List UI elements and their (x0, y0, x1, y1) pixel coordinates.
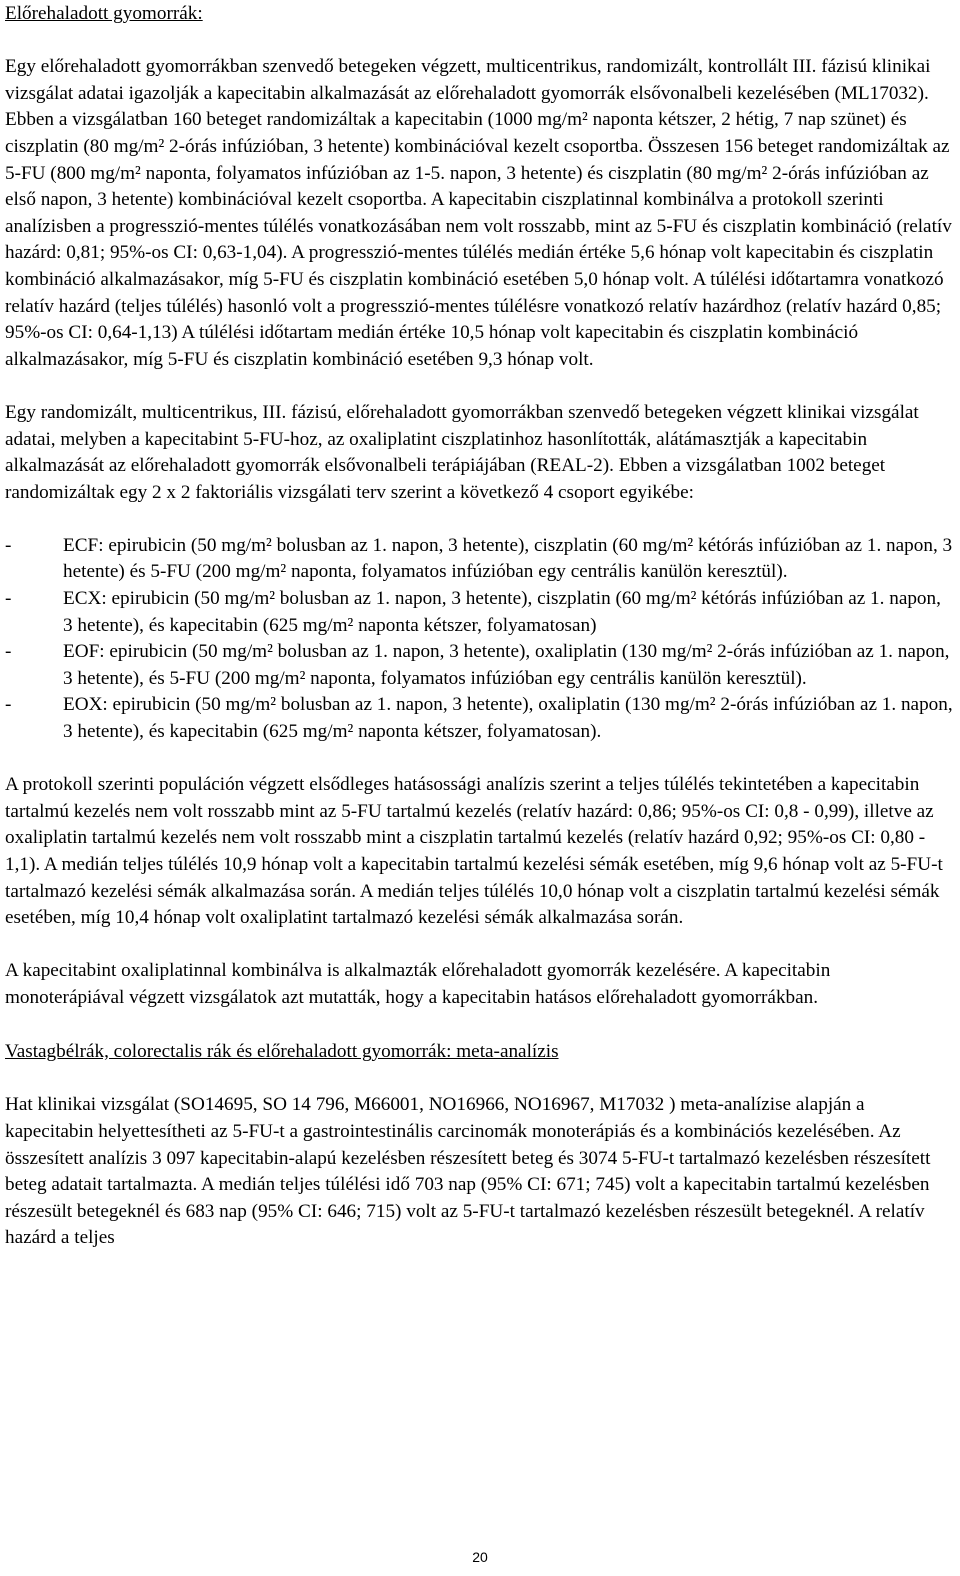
list-dash: - (5, 694, 12, 716)
list-item-text: EOF: epirubicin (50 mg/m² bolusban az 1. napon, 3 hetente), oxaliplatin (130 mg/m² 2-órás infúzióban az 1. napon, 3 hetente), és 5-FU (200 mg/m² naponta, folyamatos infúzióban egy centrális kanülön keresztül). (63, 641, 950, 689)
spacer (5, 28, 953, 55)
list-item-text: ECF: epirubicin (50 mg/m² bolusban az 1. napon, 3 hetente), ciszplatin (60 mg/m² kétórás infúzióban az 1. napon, 3 hetente) és 5-FU (200 mg/m² naponta, folyamatos infúzióban egy centrális kanülön keresztül). (63, 534, 953, 583)
spacer (5, 932, 953, 959)
list-item-ecx (5, 586, 953, 639)
paragraph-oxaliplatin: A kapecitabint oxaliplatinnal kombinálva is alkalmazták előrehaladott gyomorrák kezelésére. A kapecitabin monoterápiával végzett vizsgálatok azt mutatták, hogy a kapecitabin hatásos előrehaladott gyomorrákban. (5, 960, 831, 1008)
paragraph-survival-analysis: A protokoll szerinti populáción végzett elsődleges hatásossági analízis szerint a teljes túlélés tekintetében a kapecitabin tartalmú kezelés nem volt rosszabb mint az 5-FU tartalmú kezelés (relatív hazárd: 0,86; 95%-os CI: 0,8 - 0,99), illetve az oxaliplatin tartalmú kezelés nem volt rosszabb mint a ciszplatin tartalmú kezelés (relatív hazárd 0,92; 95%-os CI: 0,80 - 1,1). A medián teljes túlélés 10,9 hónap volt a kapecitabin tartalmú kezelési sémák esetében, míg 9,6 hónap volt az 5-FU-t tartalmazó kezelési sémák alkalmazása során. A medián teljes túlélés 10,0 hónap volt a ciszplatin tartalmú kezelési sémák esetében, míg 10,4 hónap volt oxaliplatint tartalmazó kezelési sémák alkalmazása során. (5, 774, 943, 929)
spacer (5, 1066, 953, 1093)
list-item-text: EOX: epirubicin (50 mg/m² bolusban az 1. napon, 3 hetente), oxaliplatin (130 mg/m² 2-órás infúzióban az 1. napon, 3 hetente), és kapecitabin (625 mg/m² naponta kétszer, folyamatosan). (63, 694, 953, 743)
section-heading-gastric-cancer: Előrehaladott gyomorrák: (5, 3, 203, 24)
spacer (5, 373, 953, 400)
paragraph-ml17032: Egy előrehaladott gyomorrákban szenvedő betegeken végzett, multicentrikus, randomizált, kontrollált III. fázisú klinikai vizsgálat adatai igazolják a kapecitabin alkalmazását az előrehaladott gyomorrák elsővonalbeli kezelésében (ML17032). Ebben a vizsgálatban 160 beteget randomizáltak a kapecitabin (1000 mg/m² naponta kétszer, 2 hétig, 7 nap szünet) és ciszplatin (80 mg/m² 2-órás infúzióban, 3 hetente) kombinációval kezelt csoportba. Összesen 156 beteget randomizáltak az 5-FU (800 mg/m² naponta, folyamatos infúzióban az 1-5. napon, 3 hetente) és ciszplatin (80 mg/m² 2-órás infúzióban az első napon, 3 hetente) kombinációval kezelt csoportba. A kapecitabin ciszplatinnal kombinálva a protokoll szerinti analízisben a progresszió-mentes túlélés vonatkozásában nem volt rosszabb, mint az 5-FU és ciszplatin kombináció (relatív hazárd: 0,81; 95%-os CI: 0,63-1,04). A progresszió-mentes túlélés medián értéke 5,6 hónap volt kapecitabin és ciszplatin kombináció alkalmazásakor, míg 5-FU és ciszplatin kombináció esetében 5,0 hónap volt. A túlélési időtartamra vonatkozó relatív hazárd (teljes túlélés) hasonló volt a progresszió-mentes túlélésre vonatkozó relatív hazárdhoz (relatív hazárd 0,85; 95%-os CI: 0,64-1,13) A túlélési időtartam medián értéke 10,5 hónap volt kapecitabin és ciszplatin kombináció alkalmazásakor, míg 5-FU és ciszplatin kombináció esetében 9,3 hónap volt. (5, 56, 952, 370)
paragraph-meta-analysis: Hat klinikai vizsgálat (SO14695, SO 14 796, M66001, NO16966, NO16967, M17032 ) meta-analízise alapján a kapecitabin helyettesítheti az 5-FU-t a gastrointestinális carcinomák monoterápiás és a kombinációs kezelésében. Az összesített analízis 3 097 kapecitabin-alapú kezelésben részesített beteg és 3074 5-FU-t tartalmazó kezelésben részesített beteg adatait tartalmazta. A medián teljes túlélési idő 703 nap (95% CI: 671; 745) volt a kapecitabin tartalmú kezelésben részesült betegeknél és 683 nap (95% CI: 646; 715) volt az 5-FU-t tartalmazó kezelésben részesült betegeknél. A relatív hazárd a teljes (5, 1094, 931, 1249)
list-dash: - (5, 641, 12, 663)
spacer (5, 746, 953, 773)
list-item-ecf (5, 533, 953, 586)
spacer (5, 1012, 953, 1039)
spacer (5, 506, 953, 533)
list-item-text: ECX: epirubicin (50 mg/m² bolusban az 1. napon, 3 hetente), ciszplatin (60 mg/m² kétórás infúzióban az 1. napon, 3 hetente), és kapecitabin (625 mg/m² naponta kétszer, folyamatosan) (63, 588, 941, 636)
treatment-arms-list (5, 533, 953, 746)
page-number: 20 (472, 1549, 488, 1565)
list-dash: - (5, 588, 12, 610)
section-heading-meta-analysis: Vastagbélrák, colorectalis rák és előrehaladott gyomorrák: meta-analízis (5, 1041, 559, 1063)
list-dash: - (5, 534, 12, 556)
list-item-eof (5, 639, 953, 692)
list-item-eox (5, 692, 953, 745)
document-page (5, 0, 953, 1252)
paragraph-real2: Egy randomizált, multicentrikus, III. fázisú, előrehaladott gyomorrákban szenvedő betegeken végzett klinikai vizsgálat adatai, melyben a kapecitabint 5-FU-hoz, az oxaliplatint ciszplatinhoz hasonlították, alátámasztják a kapecitabin alkalmazását az előrehaladott gyomorrák elsővonalbeli terápiájában (REAL-2). Ebben a vizsgálatban 1002 beteget randomizáltak egy 2 x 2 faktoriális vizsgálati terv szerint a következő 4 csoport egyikébe: (5, 401, 919, 503)
